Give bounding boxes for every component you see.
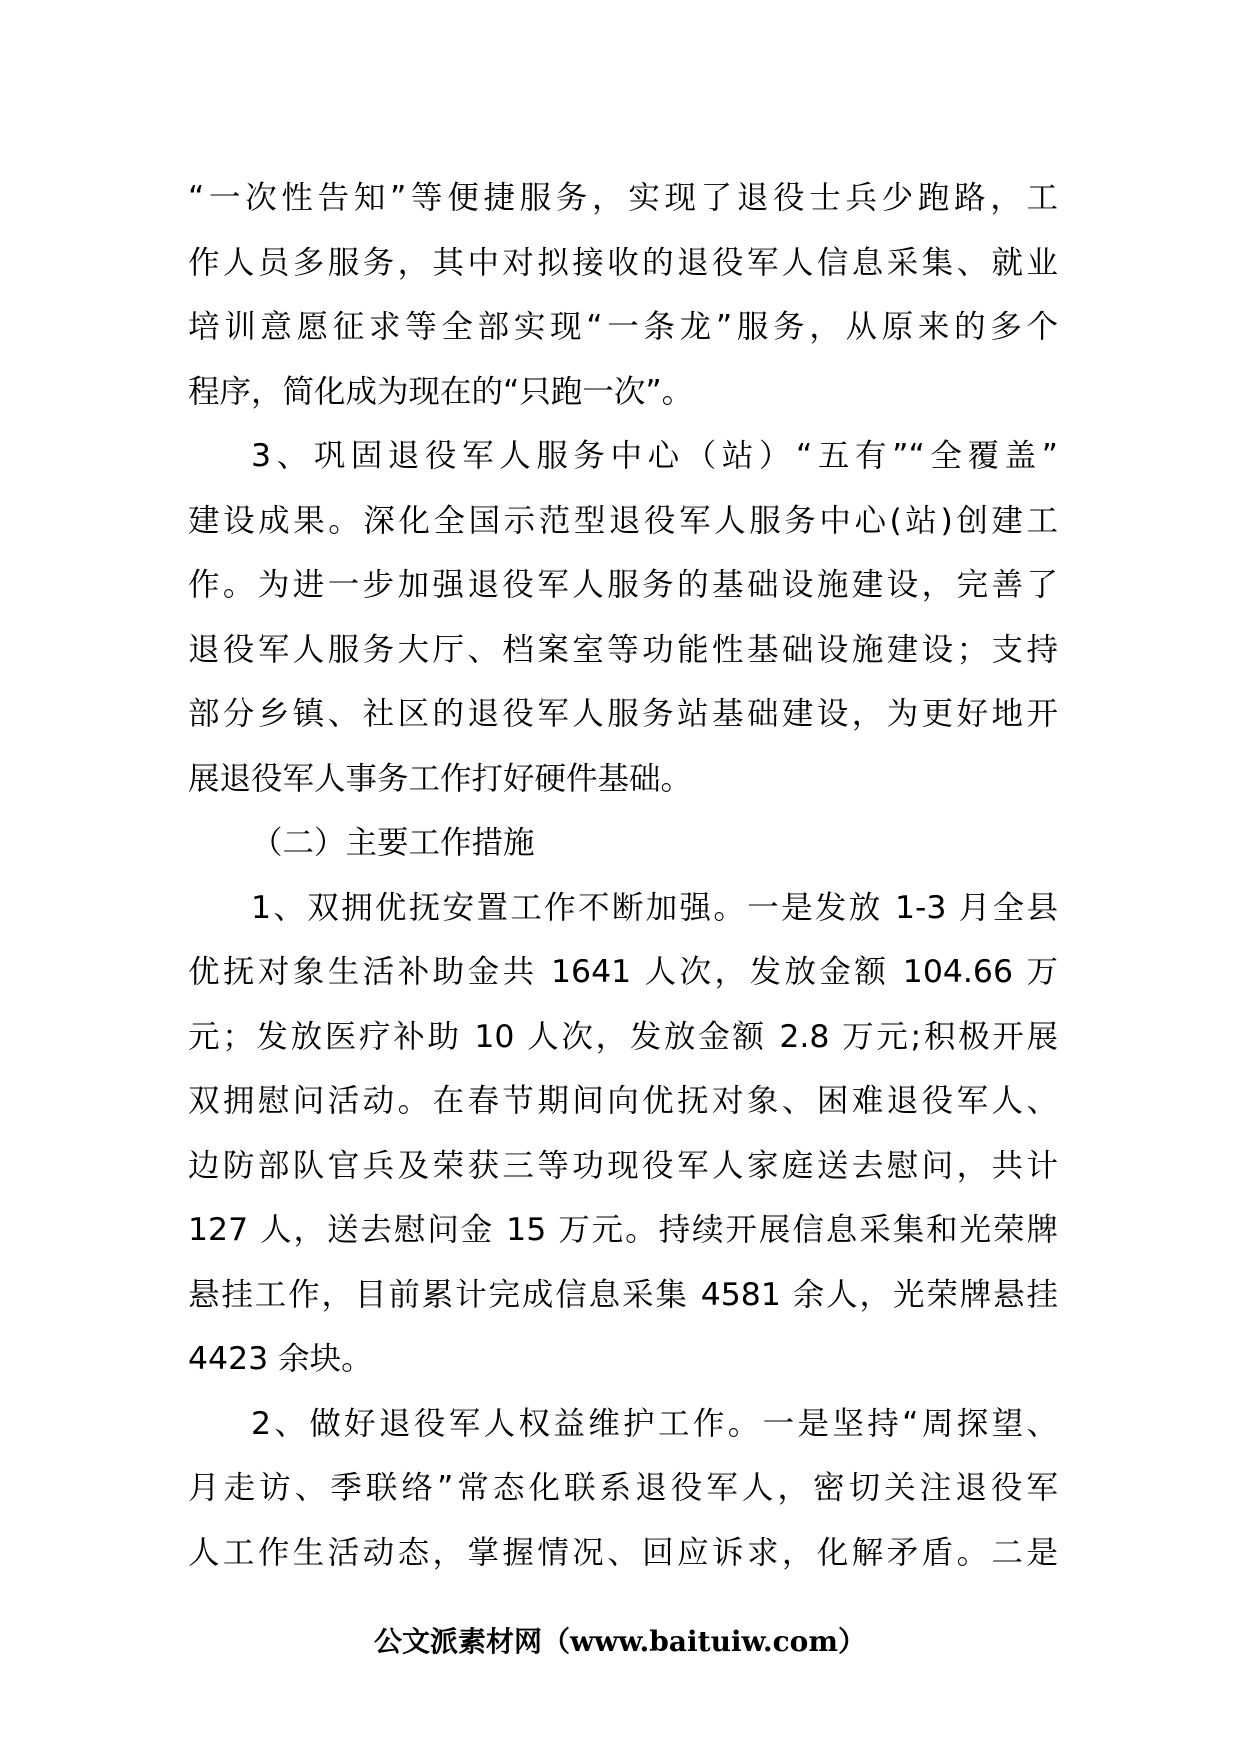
- text-line: 边防部队官兵及荣获三等功现役军人家庭送去慰问，共计: [188, 1147, 1058, 1184]
- text-line: “一次性告知”等便捷服务，实现了退役士兵少跑路，工: [188, 180, 1058, 216]
- text-line: 1、双拥优抚安置工作不断加强。一是发放 1-3 月全县: [251, 889, 1058, 926]
- text-line: 展退役军人事务工作打好硬件基础。: [188, 760, 693, 797]
- text-line: 作。为进一步加强退役军人服务的基础设施建设，完善了: [188, 567, 1058, 603]
- text-line: 部分乡镇、社区的退役军人服务站基础建设，为更好地开: [188, 696, 1058, 732]
- text-line: 建设成果。深化全国示范型退役军人服务中心(站)创建工: [188, 502, 1058, 539]
- text-line: 2、做好退役军人权益维护工作。一是坚持“周探望、: [251, 1405, 1058, 1442]
- text-line: 作人员多服务，其中对拟接收的退役军人信息采集、就业: [188, 244, 1058, 281]
- text-line: 退役军人服务大厅、档案室等功能性基础设施建设；支持: [188, 631, 1058, 668]
- text-line: 127 人，送去慰问金 15 万元。持续开展信息采集和光荣牌: [188, 1212, 1058, 1248]
- text-line: 4423 余块。: [188, 1341, 373, 1377]
- document-body: [188, 166, 1058, 1585]
- footer-watermark: 公文派素材网（www.baituiw.com）: [374, 1625, 866, 1658]
- text-line: 3、巩固退役军人服务中心（站）“五有”“全覆盖”: [251, 438, 1058, 474]
- text-line: 人工作生活动态，掌握情况、回应诉求，化解矛盾。二是: [188, 1534, 1058, 1571]
- text-line: （二）主要工作措施: [251, 825, 535, 861]
- text-line: 悬挂工作，目前累计完成信息采集 4581 余人，光荣牌悬挂: [188, 1276, 1058, 1313]
- text-line: 培训意愿征求等全部实现“一条龙”服务，从原来的多个: [188, 309, 1058, 345]
- text-line: 优抚对象生活补助金共 1641 人次，发放金额 104.66 万: [188, 954, 1058, 990]
- text-line: 月走访、季联络”常态化联系退役军人，密切关注退役军: [188, 1470, 1058, 1506]
- text-line: 程序，简化成为现在的“只跑一次”。: [188, 373, 694, 410]
- text-line: 双拥慰问活动。在春节期间向优抚对象、困难退役军人、: [188, 1083, 1058, 1119]
- text-line: 元；发放医疗补助 10 人次，发放金额 2.8 万元;积极开展: [188, 1018, 1058, 1055]
